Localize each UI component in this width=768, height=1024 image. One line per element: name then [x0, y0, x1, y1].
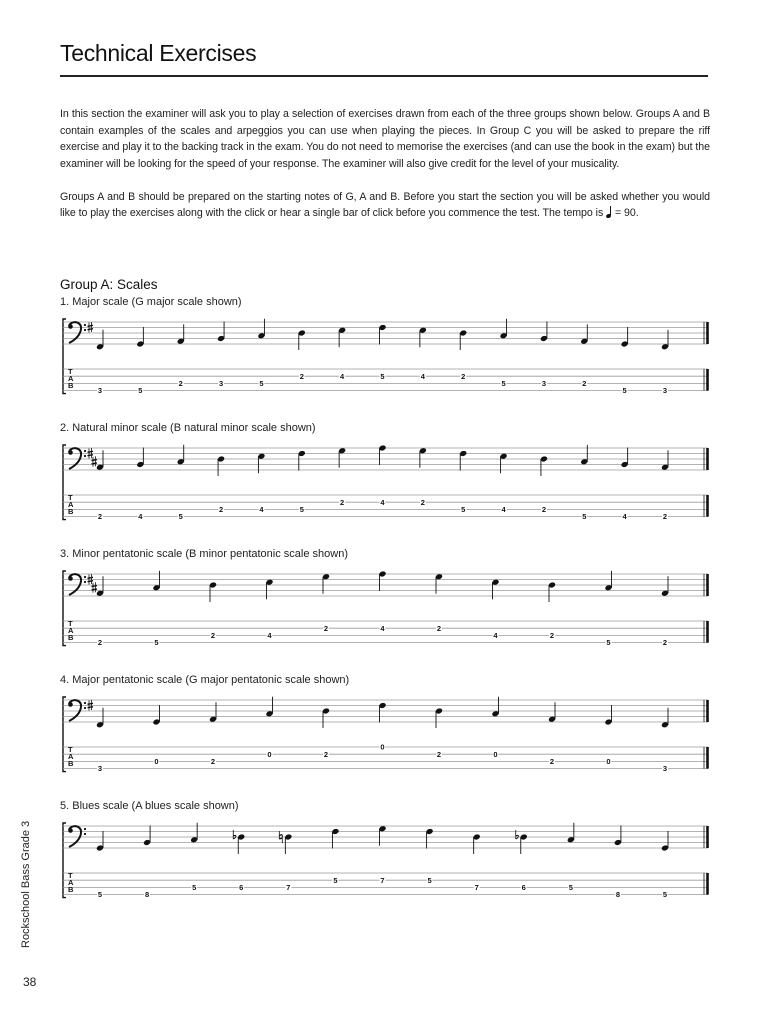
- tab-clef-letter: B: [68, 759, 74, 768]
- tab-fret-number: 5: [662, 890, 668, 900]
- system-bracket: [63, 445, 66, 520]
- tab-fret-number: 6: [521, 883, 526, 892]
- exercise-title: 3. Minor pentatonic scale (B minor pentatonic scale shown): [60, 548, 348, 560]
- quarter-note: [298, 329, 306, 350]
- tab-fret-number: 4: [259, 505, 264, 514]
- tab-fret-number: 5: [299, 505, 304, 514]
- tab-fret-number: 5: [461, 505, 466, 514]
- tab-fret-number: 5: [568, 883, 573, 892]
- exercise-title: 4. Major pentatonic scale (G major pentatonic scale shown): [60, 674, 350, 686]
- tab-clef-letter: B: [68, 507, 74, 516]
- tab-clef-letter: T: [68, 745, 73, 754]
- quarter-note: [378, 570, 386, 591]
- tab-fret-number: 7: [474, 883, 479, 892]
- tab-clef-letter: T: [68, 619, 73, 628]
- notation-staff-and-tab: [60, 815, 720, 920]
- intro-paragraph-1: In this section the examiner will ask you to play a selection of exercises drawn from each of the three groups shown below. Groups A and B contain examples of the scales and arpeggios you can use when playing the pieces. In Group C you will be asked to prepare the riff exercise and play it to the backing track in the exam. You do not need to memorise the exercises (and can use the book in the exam) but the examiner will be looking for the speed of your response. The examiner will also give credit for the level of your musicality.: [60, 108, 710, 170]
- quarter-note: [621, 327, 629, 348]
- tab-fret-number: 2: [323, 623, 329, 633]
- bass-clef-icon: [68, 826, 86, 847]
- tab-fret-number: 2: [420, 497, 425, 507]
- intro-paragraph-2: [60, 189, 710, 222]
- tab-fret-number: 8: [615, 890, 621, 900]
- bass-clef-icon: [68, 448, 86, 469]
- quarter-note: [378, 324, 386, 345]
- tab-fret-number: 2: [299, 371, 304, 381]
- tab-clef-letter: A: [68, 752, 74, 761]
- exercise-title: 1. Major scale (G major scale shown): [60, 296, 242, 308]
- tab-fret-number: 2: [549, 757, 555, 766]
- tab-fret-number: 4: [380, 623, 385, 633]
- tab-fret-number: 2: [549, 631, 555, 640]
- tab-fret-number: 2: [178, 379, 183, 388]
- tab-fret-number: 4: [420, 371, 425, 381]
- bass-clef-icon: [68, 700, 86, 721]
- tab-fret-number: 3: [97, 764, 103, 774]
- quarter-note: [621, 448, 629, 469]
- intro-text: [60, 106, 710, 239]
- notation-staff-and-tab: [60, 563, 720, 668]
- tab-fret-number: 2: [662, 638, 668, 648]
- exercise-natural-minor-scale: [60, 421, 720, 542]
- tab-fret-number: 4: [622, 512, 627, 522]
- tempo-value: = 90.: [615, 207, 639, 220]
- tab-fret-number: 2: [97, 512, 103, 522]
- tab-fret-number: 5: [501, 379, 506, 388]
- tab-fret-number: 2: [461, 371, 466, 381]
- tab-fret-number: 8: [144, 890, 150, 900]
- tab-fret-number: 2: [582, 379, 587, 388]
- tab-fret-number: 3: [662, 764, 668, 774]
- title-divider: [60, 75, 708, 77]
- quarter-note: [378, 444, 386, 465]
- tab-fret-number: 6: [239, 883, 244, 892]
- tab-fret-number: 0: [493, 749, 498, 759]
- key-signature-sharp-icon: [92, 582, 98, 593]
- tab-clef-letter: B: [68, 885, 74, 894]
- tab-fret-number: 5: [138, 386, 143, 396]
- tab-fret-number: 2: [97, 638, 103, 648]
- notation-staff-and-tab: [60, 437, 720, 542]
- quarter-note: [425, 828, 433, 849]
- quarter-note: [331, 828, 339, 849]
- tab-clef-letter: B: [68, 633, 74, 642]
- quarter-note: [661, 831, 669, 852]
- quarter-note: [459, 329, 467, 350]
- exercise-major-scale: [60, 295, 720, 416]
- quarter-note: [136, 448, 144, 469]
- bass-clef-icon: [68, 322, 86, 343]
- quarter-note: [143, 826, 151, 847]
- tab-fret-number: 2: [340, 497, 345, 507]
- quarter-note: [209, 581, 217, 602]
- tab-fret-number: 5: [154, 638, 159, 648]
- quarter-note: [604, 705, 612, 726]
- quarter-note: [322, 707, 330, 728]
- exercise-major-pentatonic-scale: [60, 673, 720, 794]
- tab-fret-number: 3: [97, 386, 103, 396]
- tab-fret-number: 0: [380, 742, 385, 752]
- quarter-note: [378, 702, 386, 723]
- exercise-minor-pentatonic-scale: [60, 547, 720, 668]
- tab-fret-number: 4: [501, 505, 506, 514]
- notation-staff-and-tab: [60, 311, 720, 416]
- key-signature-sharp-icon: [92, 456, 98, 467]
- quarter-note: [298, 450, 306, 471]
- tab-fret-number: 5: [97, 890, 103, 900]
- bass-clef-icon: [68, 574, 86, 595]
- exercise-title: 5. Blues scale (A blues scale shown): [60, 800, 239, 812]
- tab-fret-number: 2: [210, 757, 216, 766]
- tab-fret-number: 4: [493, 631, 498, 640]
- tab-fret-number: 2: [541, 505, 547, 514]
- exercise-blues-scale: [60, 799, 720, 920]
- tab-fret-number: 2: [662, 512, 668, 522]
- quarter-note: [217, 455, 225, 476]
- tab-clef-letter: A: [68, 374, 74, 383]
- page-number: 38: [23, 975, 37, 989]
- exercise-title: 2. Natural minor scale (B natural minor scale shown): [60, 422, 316, 434]
- tab-fret-number: 5: [582, 512, 587, 522]
- tab-fret-number: 5: [427, 875, 432, 885]
- tab-fret-number: 7: [286, 883, 291, 892]
- tab-clef-letter: T: [68, 493, 73, 502]
- tab-clef-letter: A: [68, 878, 74, 887]
- tab-fret-number: 5: [333, 875, 338, 885]
- crotchet-note-icon: [606, 206, 612, 217]
- tab-fret-number: 2: [218, 505, 224, 514]
- tab-fret-number: 2: [436, 623, 442, 633]
- tab-fret-number: 5: [259, 379, 264, 388]
- tab-fret-number: 5: [178, 512, 183, 522]
- tab-fret-number: 4: [267, 631, 272, 640]
- tab-fret-number: 3: [218, 379, 224, 388]
- tab-fret-number: 5: [622, 386, 627, 396]
- quarter-note: [152, 705, 160, 726]
- tab-fret-number: 2: [323, 749, 329, 759]
- tab-fret-number: 5: [606, 638, 611, 648]
- tab-clef-letter: A: [68, 500, 74, 509]
- tab-fret-number: 0: [606, 757, 611, 766]
- tab-fret-number: 2: [210, 631, 216, 640]
- quarter-note: [136, 327, 144, 348]
- quarter-note: [459, 450, 467, 471]
- tab-fret-number: 3: [662, 386, 668, 396]
- tab-clef-letter: B: [68, 381, 74, 390]
- tab-clef-letter: T: [68, 367, 73, 376]
- tab-clef-letter: A: [68, 626, 74, 635]
- group-a-heading: Group A: Scales: [60, 277, 158, 292]
- quarter-note: [217, 322, 225, 343]
- system-bracket: [63, 319, 66, 394]
- quarter-note: [435, 707, 443, 728]
- page-title: Technical Exercises: [60, 40, 257, 66]
- quarter-note: [540, 455, 548, 476]
- tab-fret-number: 4: [138, 512, 143, 522]
- tab-fret-number: 3: [541, 379, 547, 388]
- quarter-note: [614, 826, 622, 847]
- tab-fret-number: 0: [267, 749, 272, 759]
- system-bracket: [63, 571, 66, 646]
- system-bracket: [63, 697, 66, 772]
- intro-paragraph-2-text: Groups A and B should be prepared on the starting notes of G, A and B. Before you start the section you will be asked whether you would like to play the exercises along with the click or hear a single bar of click before you commence the test. The tempo is: [60, 190, 710, 220]
- tab-clef-letter: T: [68, 871, 73, 880]
- quarter-note: [237, 833, 245, 854]
- book-side-label: Rockschool Bass Grade 3: [20, 820, 32, 948]
- quarter-note: [284, 833, 292, 854]
- quarter-note: [473, 833, 481, 854]
- quarter-note: [548, 581, 556, 602]
- tab-fret-number: 0: [154, 757, 159, 766]
- quarter-note: [520, 833, 528, 854]
- quarter-note: [96, 831, 104, 852]
- tab-fret-number: 5: [380, 371, 385, 381]
- tab-fret-number: 4: [340, 371, 345, 381]
- tab-fret-number: 7: [380, 875, 385, 885]
- tab-fret-number: 5: [192, 883, 197, 892]
- notation-staff-and-tab: [60, 689, 720, 794]
- system-bracket: [63, 823, 66, 898]
- tab-fret-number: 2: [436, 749, 442, 759]
- tab-fret-number: 4: [380, 497, 385, 507]
- quarter-note: [540, 322, 548, 343]
